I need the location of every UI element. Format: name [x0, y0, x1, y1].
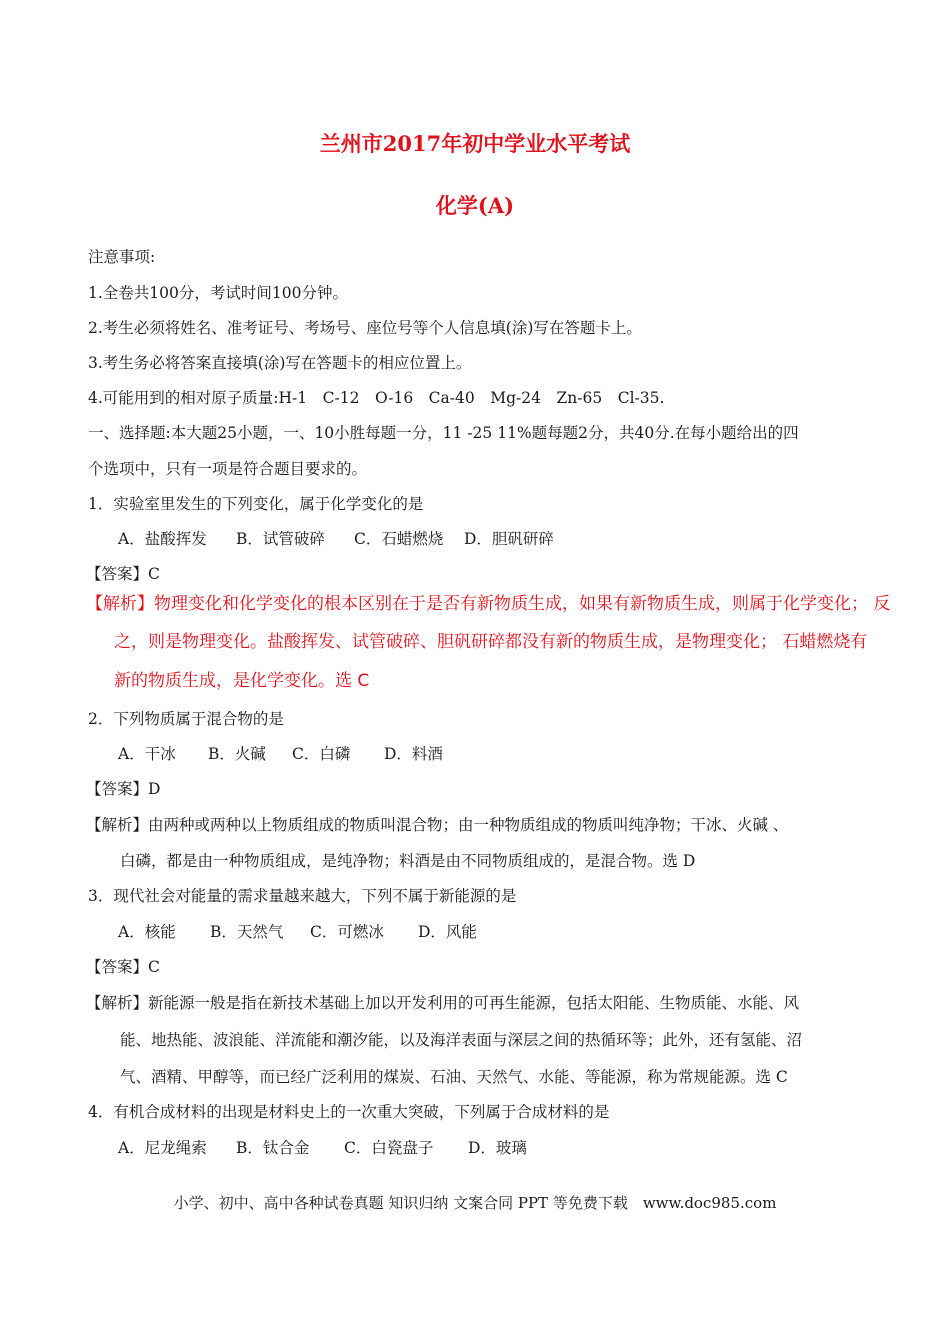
- analysis-line: 【解析】由两种或两种以上物质组成的物质叫混合物；由一种物质组成的物质叫纯净物；干冰、火碱 、: [86, 816, 789, 834]
- notice-heading: 注意事项:: [88, 248, 156, 266]
- section-instructions: 个选项中，只有一项是符合题目要求的。: [88, 460, 368, 478]
- footer-text: 小学、初中、高中各种试卷真题 知识归纳 文案合同 PPT 等免费下载 www.doc985.com: [173, 1194, 777, 1212]
- exam-subtitle: 化学(A): [435, 193, 515, 218]
- analysis-line: 之，则是物理变化。盐酸挥发、试管破碎、胆矾研碎都没有新的物质生成，是物理变化； 石蜡燃烧有: [114, 632, 868, 652]
- question-options: [118, 744, 443, 764]
- option: A．盐酸挥发: [118, 530, 207, 548]
- question-stem: 1．实验室里发生的下列变化，属于化学变化的是: [88, 495, 424, 513]
- question-options: [118, 529, 554, 549]
- notice-item: 4.可能用到的相对原子质量:H-1 C-12 O-16 Ca-40 Mg-24 Zn-65 Cl-35.: [88, 389, 665, 407]
- option: D．风能: [418, 923, 477, 941]
- option: C．白磷: [292, 745, 351, 763]
- question-options: [118, 1138, 527, 1158]
- notice-item: 3.考生务必将答案直接填(涂)写在答题卡的相应位置上。: [88, 354, 472, 372]
- answer: 【答案】C: [86, 958, 160, 976]
- option: A．核能: [118, 923, 176, 941]
- notice-item: 1.全卷共100分，考试时间100分钟。: [88, 284, 348, 302]
- notice-item: 2.考生必须将姓名、准考证号、考场号、座位号等个人信息填(涂)写在答题卡上。: [88, 319, 642, 337]
- question-stem: 2．下列物质属于混合物的是: [88, 710, 284, 728]
- exam-title: 兰州市2017年初中学业水平考试: [319, 131, 631, 156]
- option: C．白瓷盘子: [344, 1139, 434, 1157]
- analysis-line: 能、地热能、波浪能、洋流能和潮汐能，以及海洋表面与深层之间的热循环等；此外，还有氢能、沼: [120, 1031, 803, 1049]
- analysis-line: 【解析】新能源一般是指在新技术基础上加以开发利用的可再生能源，包括太阳能、生物质能、水能、风: [86, 994, 800, 1012]
- option: B．钛合金: [236, 1139, 310, 1157]
- option: D．料酒: [384, 745, 443, 763]
- question-stem: 4．有机合成材料的出现是材料史上的一次重大突破，下列属于合成材料的是: [88, 1103, 610, 1121]
- option: C．石蜡燃烧: [354, 530, 444, 548]
- question-options: [118, 922, 477, 942]
- question-stem: 3．现代社会对能量的需求量越来越大，下列不属于新能源的是: [88, 887, 517, 905]
- option: A．干冰: [118, 745, 176, 763]
- answer: 【答案】C: [86, 565, 160, 583]
- answer: 【答案】D: [86, 780, 161, 798]
- option: B．天然气: [210, 923, 284, 941]
- analysis-line: 白磷，都是由一种物质组成，是纯净物；料酒是由不同物质组成的，是混合物。选 D: [120, 852, 696, 870]
- option: C．可燃冰: [310, 923, 384, 941]
- option: A．尼龙绳索: [118, 1139, 207, 1157]
- option: D．玻璃: [468, 1139, 527, 1157]
- option: D．胆矾研碎: [464, 530, 554, 548]
- analysis-line: 气、酒精、甲醇等，而已经广泛利用的煤炭、石油、天然气、水能、等能源，称为常规能源。选 C: [120, 1068, 788, 1086]
- option: B．试管破碎: [236, 530, 325, 548]
- analysis-line: 新的物质生成，是化学变化。选 C: [114, 671, 370, 691]
- analysis-line: 【解析】物理变化和化学变化的根本区别在于是否有新物质生成，如果有新物质生成，则属于化学变化； 反: [86, 594, 891, 614]
- option: B．火碱: [208, 745, 266, 763]
- section-instructions: 一、选择题:本大题25小题，一、10小胜每题一分，11 -25 11%题每题2分，共40分.在每小题给出的四: [88, 424, 799, 442]
